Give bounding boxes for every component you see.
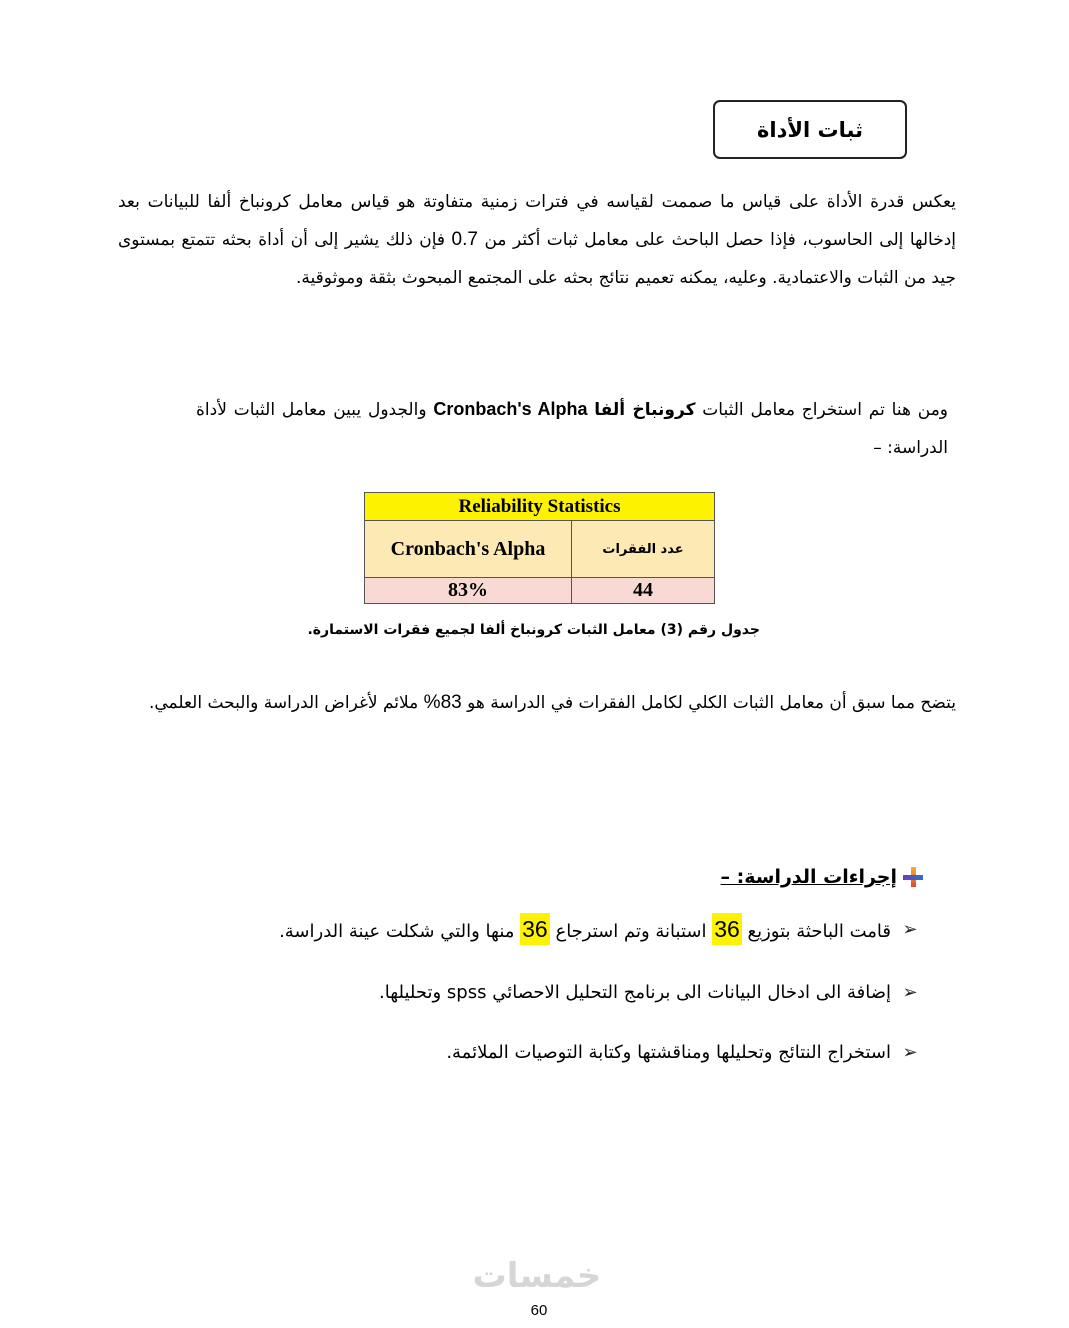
p1-text-b: فإن ذلك يشير إلى أن أداة بحثه تتمتع بمستوى جيد من الثبات والاعتمادية. وعليه، يمكنه تعميم نتائج بحثه على المجتمع المبحوث بثقة وموثوقية. [118, 230, 956, 288]
list-item-text: إضافة الى ادخال البيانات الى برنامج التحليل الاحصائي spss وتحليلها. [379, 982, 891, 1003]
arrow-bullet-icon: ➢ [902, 982, 918, 1003]
plus-bullet-icon [903, 867, 923, 887]
list-item-text: استخراج النتائج وتحليلها ومناقشتها وكتابة التوصيات الملائمة. [446, 1042, 891, 1063]
highlighted-number: 36 [712, 913, 742, 945]
section-title-box [713, 100, 907, 159]
p2-text-a: ومن هنا تم استخراج معامل الثبات [695, 400, 949, 420]
list-item [446, 1042, 919, 1063]
p3-text-a: يتضح مما سبق أن معامل الثبات الكلي لكامل الفقرات في الدراسة هو [461, 693, 956, 713]
p2-arabic-term: كرونباخ ألفا [594, 400, 696, 420]
highlighted-number: 36 [520, 913, 550, 945]
procedures-heading [721, 866, 923, 888]
page-number: 60 [530, 1302, 548, 1319]
paragraph-reliability-intro [118, 183, 956, 297]
table-caption: جدول رقم (3) معامل الثبات كرونباخ ألفا لجميع فقرات الاستمارة. [307, 622, 760, 638]
p3-alpha-number: 83% [423, 692, 462, 713]
list-item [379, 982, 919, 1003]
list-item-text: قامت الباحثة بتوزيع 36 استبانة وتم استرجاع 36 منها والتي شكلت عينة الدراسة. [279, 916, 891, 943]
arrow-bullet-icon: ➢ [902, 919, 918, 940]
table-alpha-value: 83% [365, 578, 572, 604]
reliability-table [364, 492, 715, 604]
list-item [279, 916, 919, 943]
p3-text-b: ملائم لأغراض الدراسة والبحث العلمي. [148, 693, 424, 713]
watermark: خمسات [472, 1256, 602, 1296]
section-title: ثبات الأداة [757, 117, 863, 142]
p1-threshold-number: 0.7 [451, 229, 478, 250]
table-title: Reliability Statistics [365, 493, 715, 521]
paragraph-conclusion [110, 684, 956, 722]
arrow-bullet-icon: ➢ [902, 1042, 918, 1063]
table-header-alpha: Cronbach's Alpha [365, 521, 572, 578]
procedures-heading-text: إجراءات الدراسة: – [720, 866, 897, 888]
p2-text-b: والجدول يبين معامل الثبات لأداة الدراسة: – [196, 400, 948, 458]
paragraph-cronbach [196, 390, 948, 467]
table-header-items: عدد الفقرات [572, 521, 715, 578]
p2-english-term: Cronbach's Alpha [433, 399, 588, 419]
table-items-value: 44 [572, 578, 715, 604]
p1-text-a: يعكس قدرة الأداة على قياس ما صممت لقياسه في فترات زمنية متفاوتة هو قياس معامل كرونباخ ألفا للبيانات بعد إدخالها إلى الحاسوب، فإذا حصل الباحث على معامل ثبات أكثر من [118, 192, 957, 250]
